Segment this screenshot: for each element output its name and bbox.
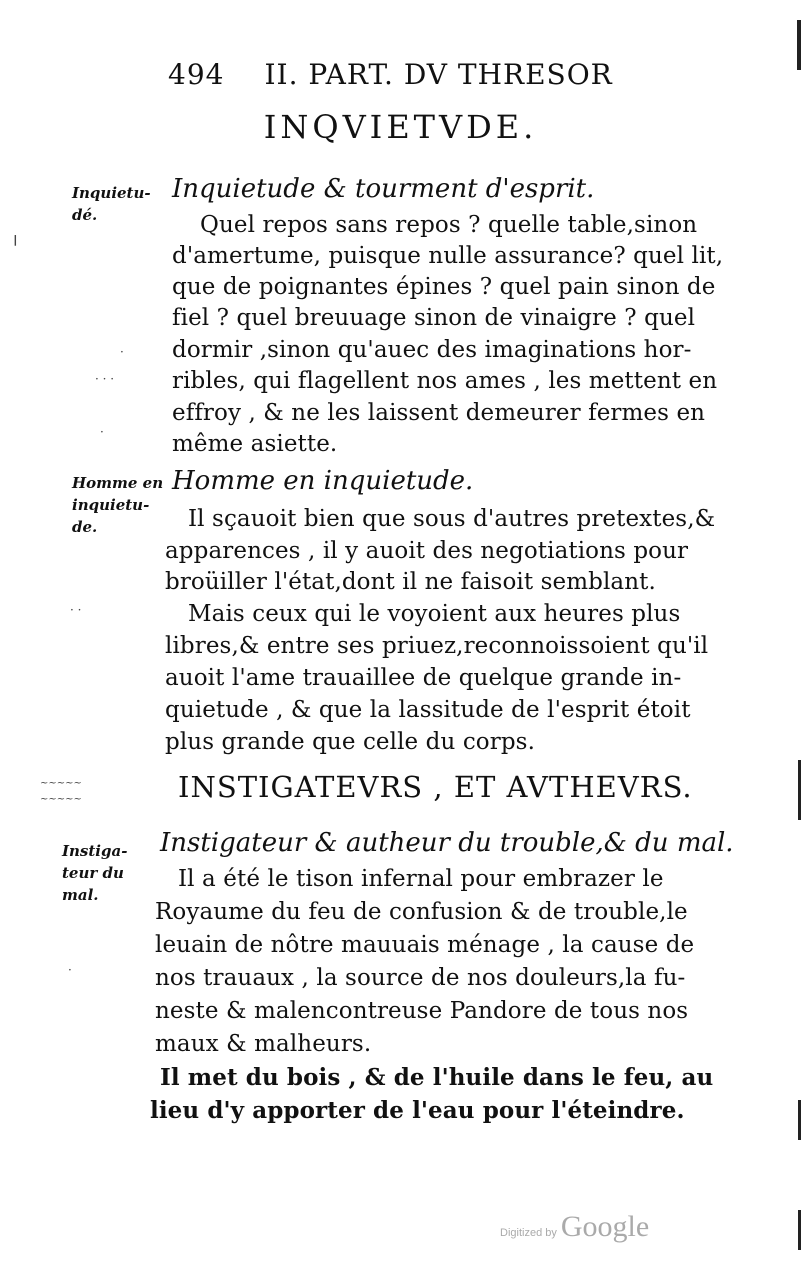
section-title-inquietude: INQVIETVDE. <box>263 108 538 146</box>
running-title: II. PART. DV THRESOR <box>264 58 613 91</box>
text-line: que de poignantes épines ? quel pain sinon de <box>172 274 716 300</box>
margin-note-instigateur: Instiga-teur du mal. <box>62 842 128 904</box>
scan-mark: · <box>100 425 104 439</box>
scan-mark: · <box>68 963 72 977</box>
google-logo: Google <box>560 1210 650 1243</box>
scan-mark: · · <box>70 603 82 617</box>
text-line: libres,& entre ses priuez,reconnoissoient qu'il <box>165 633 709 659</box>
text-line: auoit l'ame trauaillee de quelque grande in- <box>165 665 682 691</box>
text-line: maux & malheurs. <box>155 1031 372 1057</box>
text-line: Royaume du feu de confusion & de trouble,le <box>155 899 688 925</box>
text-line: lieu d'y apporter de l'eau pour l'éteindre. <box>150 1097 685 1124</box>
text-line: leuain de nôtre mauuais ménage , la cause de <box>155 932 695 958</box>
text-line: nos trauaux , la source de nos douleurs,la fu- <box>155 965 686 991</box>
text-line: broüiller l'état,dont il ne faisoit semblant. <box>165 569 656 595</box>
running-header <box>168 58 613 91</box>
margin-note-inquietude: Inquietu-dé. <box>72 184 151 224</box>
text-line: apparences , il y auoit des negotiations pour <box>165 538 689 564</box>
subhead-inquietude: Inquietude & tourment d'esprit. <box>172 174 595 204</box>
text-line: Il met du bois , & de l'huile dans le feu, au <box>160 1064 714 1091</box>
scan-mark: ~~~~~ <box>40 794 82 805</box>
text-line: ribles, qui flagellent nos ames , les mettent en <box>172 368 718 394</box>
text-line: Mais ceux qui le voyoient aux heures plus <box>188 601 681 627</box>
subhead-homme-en-inquietude: Homme en inquietude. <box>172 466 474 496</box>
text-line: Il sçauoit bien que sous d'autres pretextes,& <box>188 506 716 532</box>
text-line: neste & malencontreuse Pandore de tous nos <box>155 998 689 1024</box>
text-line: d'amertume, puisque nulle assurance? quel lit, <box>172 243 724 269</box>
section-title-instigateurs: INSTIGATEVRS , ET AVTHEVRS. <box>178 770 693 804</box>
text-line: même asiette. <box>172 431 338 457</box>
text-line: quietude , & que la lassitude de l'esprit étoit <box>165 697 691 723</box>
text-line: plus grande que celle du corps. <box>165 729 535 755</box>
text-line: Il a été le tison infernal pour embrazer le <box>178 866 664 892</box>
scan-mark: ~~~~~ <box>40 778 82 789</box>
scan-mark: ╵ <box>10 236 21 257</box>
page-edge <box>793 0 801 1280</box>
edge-mark <box>797 20 801 70</box>
text-line: fiel ? quel breuuage sinon de vinaigre ? quel <box>172 305 696 331</box>
margin-note-homme-en-inquietude: Homme en inquietu-de. <box>72 474 164 536</box>
text-line: effroy , & ne les laissent demeurer fermes en <box>172 400 706 426</box>
text-line: Quel repos sans repos ? quelle table,sinon <box>200 212 698 238</box>
scan-mark: · · · <box>95 372 115 386</box>
watermark-prefix: Digitized by <box>500 1227 557 1239</box>
subhead-instigateur: Instigateur & autheur du trouble,& du mal. <box>160 828 734 858</box>
scan-mark: · <box>120 345 124 359</box>
text-line: dormir ,sinon qu'auec des imaginations hor- <box>172 337 692 363</box>
page-number: 494 <box>168 58 225 91</box>
google-watermark <box>500 1210 649 1244</box>
